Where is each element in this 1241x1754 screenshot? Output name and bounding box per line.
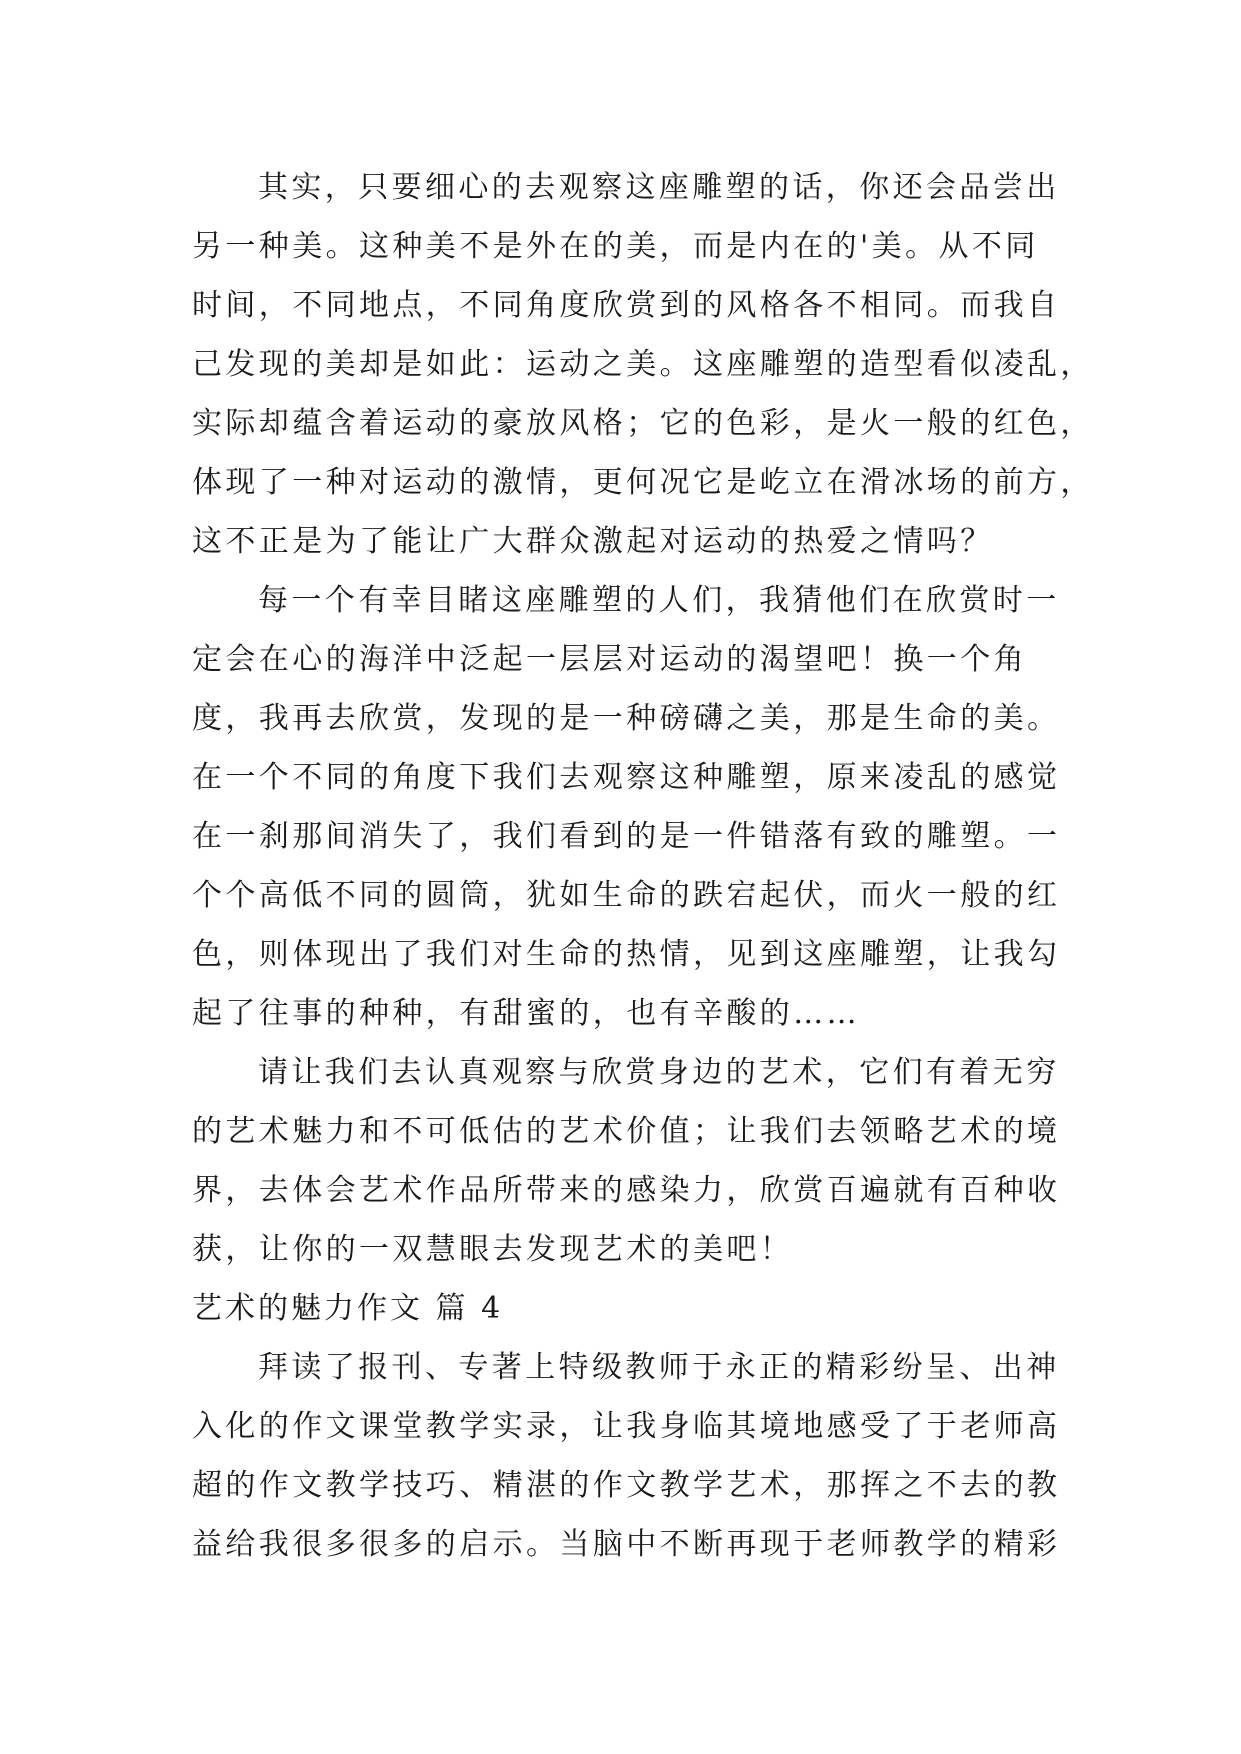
document-body bbox=[192, 158, 1094, 1574]
paragraph-line: 入化的作文课堂教学实录，让我身临其境地感受了于老师高 bbox=[192, 1409, 1061, 1444]
section-paragraph bbox=[192, 1338, 1061, 1574]
paragraph-line: 请让我们去认真观察与欣赏身边的艺术，它们有着无穷 bbox=[258, 1055, 1060, 1090]
paragraph-line: 个个高低不同的圆筒，犹如生命的跌宕起伏，而火一般的红 bbox=[192, 878, 1061, 913]
paragraph-line: 超的作文教学技巧、精湛的作文教学艺术，那挥之不去的教 bbox=[192, 1468, 1061, 1503]
paragraph-line: 实际却蕴含着运动的豪放风格；它的色彩，是火一般的红色， bbox=[192, 406, 1094, 441]
paragraph-line: 每一个有幸目睹这座雕塑的人们，我猜他们在欣赏时一 bbox=[258, 583, 1060, 618]
paragraph-line: 度，我再去欣赏，发现的是一种磅礴之美，那是生命的美。 bbox=[192, 701, 1061, 736]
paragraph-line: 另一种美。这种美不是外在的美，而是内在的'美。从不同 bbox=[192, 229, 1039, 264]
paragraph-line: 其实，只要细心的去观察这座雕塑的话，你还会品尝出 bbox=[258, 170, 1060, 205]
paragraph-1 bbox=[192, 158, 1094, 571]
paragraph-line: 时间，不同地点，不同角度欣赏到的风格各不相同。而我自 bbox=[192, 288, 1061, 323]
section-heading: 艺术的魅力作文 篇 4 bbox=[192, 1291, 504, 1326]
paragraph-line: 色，则体现出了我们对生命的热情，见到这座雕塑，让我勾 bbox=[192, 937, 1061, 972]
paragraph-3 bbox=[192, 1043, 1061, 1279]
paragraph-line: 在一个不同的角度下我们去观察这种雕塑，原来凌乱的感觉 bbox=[192, 760, 1061, 795]
paragraph-line: 界，去体会艺术作品所带来的感染力，欣赏百遍就有百种收 bbox=[192, 1173, 1061, 1208]
paragraph-line: 定会在心的海洋中泛起一层层对运动的渴望吧！换一个角 bbox=[192, 642, 1027, 677]
paragraph-line: 这不正是为了能让广大群众激起对运动的热爱之情吗？ bbox=[192, 524, 994, 559]
paragraph-line: 益给我很多很多的启示。当脑中不断再现于老师教学的精彩 bbox=[192, 1527, 1061, 1562]
paragraph-line: 的艺术魅力和不可低估的艺术价值；让我们去领略艺术的境 bbox=[192, 1114, 1061, 1149]
paragraph-2 bbox=[192, 571, 1061, 1043]
paragraph-line: 拜读了报刊、专著上特级教师于永正的精彩纷呈、出神 bbox=[258, 1350, 1060, 1385]
paragraph-line: 获，让你的一双慧眼去发现艺术的美吧！ bbox=[192, 1232, 794, 1267]
paragraph-line: 在一刹那间消失了，我们看到的是一件错落有致的雕塑。一 bbox=[192, 819, 1061, 854]
paragraph-line: 起了往事的种种，有甜蜜的，也有辛酸的…… bbox=[192, 996, 860, 1031]
paragraph-line: 体现了一种对运动的激情，更何况它是屹立在滑冰场的前方， bbox=[192, 465, 1094, 500]
paragraph-line: 己发现的美却是如此：运动之美。这座雕塑的造型看似凌乱， bbox=[192, 347, 1094, 382]
